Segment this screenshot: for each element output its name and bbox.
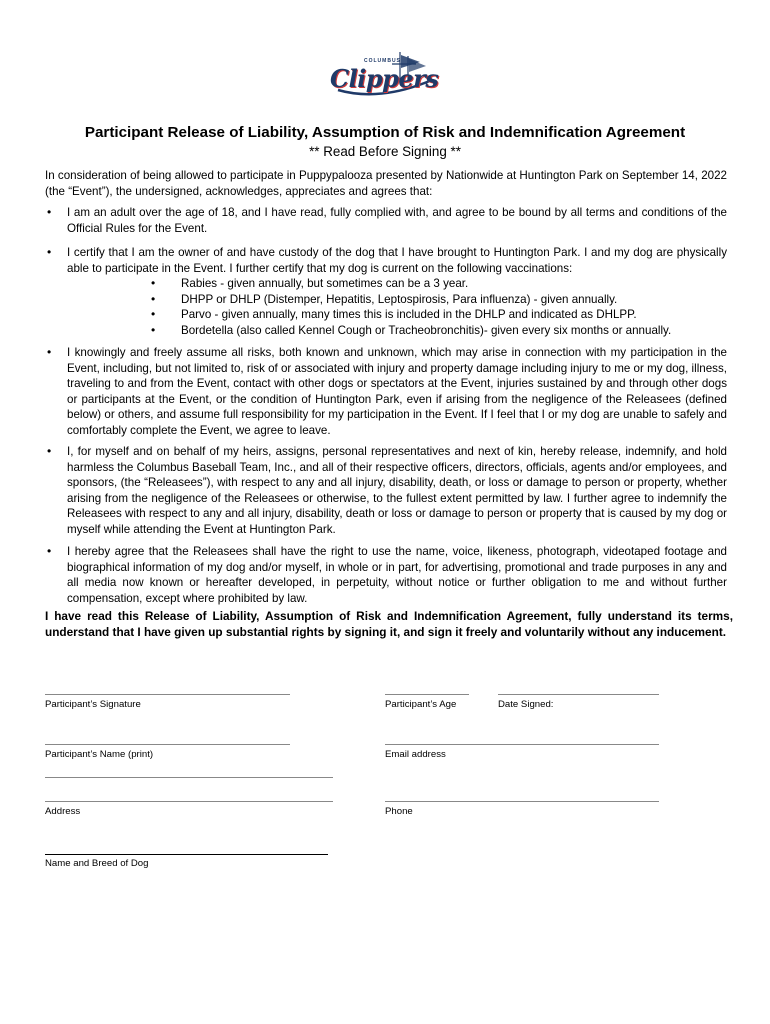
clause-item: • I, for myself and on behalf of my heirs, assigns, personal representatives and next of kin, hereby release, indemnify, and hold harmless the Columbus Baseball Team, Inc., and all of their respective officers, directors, officials, agents and/or employees, and sponsors, (the “Releasees”), with respect to any and all injury, disability, death, or loss or damage to person or property, whether arising from the negligence of the Releasees or otherwise, to the fullest extent permitted by law. I further agree to indemnify the Releasees with respect to any and all injury, disability, death or loss or damage to person or property that is caused by my dog or myself while attending the Event at Huntington Park. — [45, 444, 727, 537]
name-line[interactable] — [45, 744, 290, 745]
date-line[interactable] — [498, 694, 659, 695]
name-label: Participant’s Name (print) — [45, 749, 154, 760]
acknowledgement-paragraph: I have read this Release of Liability, Assumption of Risk and Indemnification Agreement, fully understand its terms, understand that I have given up substantial rights by signing it, and sign it freely and voluntarily without any inducement. — [45, 609, 733, 639]
signature-label: Participant’s Signature — [45, 699, 141, 710]
clause-item: • I knowingly and freely assume all risks, both known and unknown, which may arise in connection with my participation in the Event, including, but not limited to, risk of or associated with injury and property damage including injury to me or my dog, illness, traveling to and from the Event, contact with other dogs or spectators at the Event, injuries sustained by and through other dogs or participants at the Event, or the condition of Huntington Park, even if arising from the negligence of the Releasees (defined below) or others, and assume full responsibility for my participation in the Event. If I feel that I or my dog are unable to safely and comfortably complete the Event, we agree to leave. — [45, 345, 727, 438]
phone-label: Phone — [385, 806, 413, 817]
clause-text: I certify that I am the owner of and have custody of the dog that I have brought to Huntington Park. I and my dog are physically able to participate in the Event. I further certify that my dog is current on the following vaccinations: — [67, 246, 727, 275]
dog-line[interactable] — [45, 854, 328, 855]
age-line[interactable] — [385, 694, 469, 695]
clippers-logo — [330, 50, 440, 106]
email-line[interactable] — [385, 744, 659, 745]
address-label: Address — [45, 806, 81, 817]
vaccination-item: • Rabies - given annually, but sometimes can be a 3 year. — [67, 276, 727, 292]
date-label: Date Signed: — [498, 699, 554, 710]
intro-paragraph: In consideration of being allowed to participate in Puppypalooza presented by Nationwide at Huntington Park on September 14, 2022 (the “Event”), the undersigned, acknowledges, appreciates and agrees that: — [45, 169, 727, 198]
signature-line[interactable] — [45, 694, 290, 695]
document-subtitle: ** Read Before Signing ** — [309, 144, 461, 159]
document-title: Participant Release of Liability, Assumption of Risk and Indemnification Agreement — [84, 124, 686, 141]
clause-list — [45, 205, 727, 606]
clause-item: • I am an adult over the age of 18, and I have read, fully complied with, and agree to be bound by all terms and conditions of the Official Rules for the Event. — [45, 205, 727, 236]
clause-item: • I hereby agree that the Releasees shall have the right to use the name, voice, likeness, photograph, videotaped footage and biographical information of my dog and/or myself, in whole or in part, for advertising, promotional and trade purposes in any and all media now known or hereafter developed, in perpetuity, without notice or further obligation to me and without further compensation, except where prohibited by law. — [45, 544, 727, 606]
vaccination-item: • Bordetella (also called Kennel Cough or Tracheobronchitis)- given every six months or annually. — [67, 323, 727, 339]
address-line-2[interactable] — [45, 801, 333, 802]
logo-subword: COLUMBUS — [364, 58, 401, 64]
vaccination-item: • DHPP or DHLP (Distemper, Hepatitis, Leptospirosis, Para influenza) - given annually. — [67, 292, 727, 308]
address-line-1[interactable] — [45, 777, 333, 778]
dog-label: Name and Breed of Dog — [45, 858, 149, 869]
vaccination-list — [67, 276, 727, 338]
phone-line[interactable] — [385, 801, 659, 802]
clause-item — [45, 245, 727, 338]
age-label: Participant’s Age — [385, 699, 457, 710]
logo-wordmark: Clippers — [330, 64, 439, 93]
email-label: Email address — [385, 749, 446, 760]
vaccination-item: • Parvo - given annually, many times this is included in the DHLP and indicated as DHLPP. — [67, 307, 727, 323]
